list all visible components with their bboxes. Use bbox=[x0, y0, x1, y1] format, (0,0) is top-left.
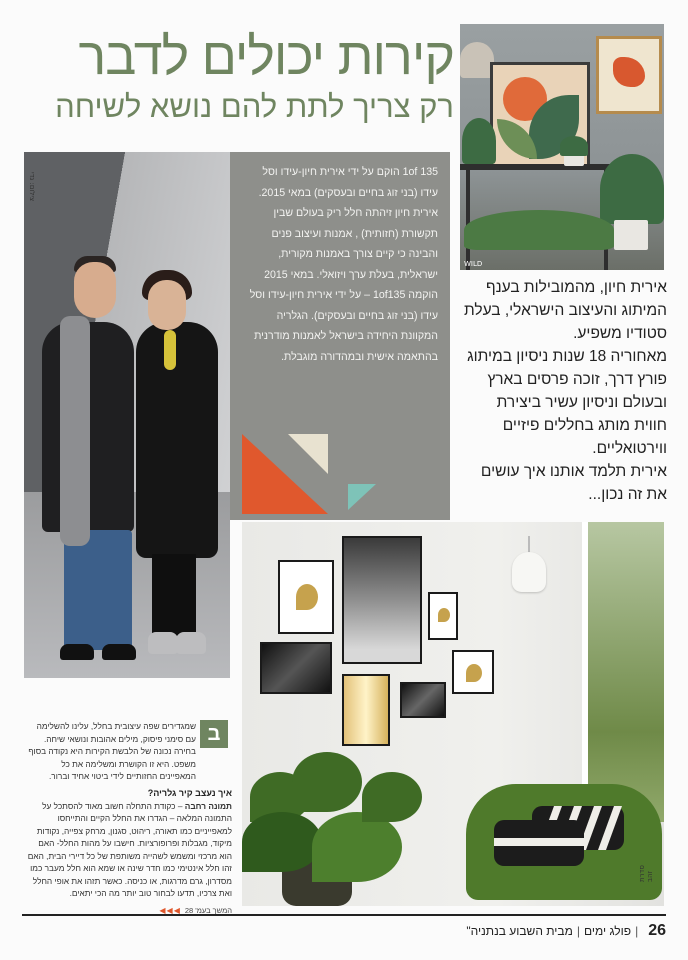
intro-line: אירית חיון, מהמובילות בענף bbox=[485, 279, 667, 296]
intro-line: ובעולם וניסיון עשיר ביצירת bbox=[496, 394, 667, 411]
drop-cap-badge: ב bbox=[200, 720, 228, 748]
plant bbox=[462, 118, 496, 164]
publication-name: מבית השבוע בנתניה" bbox=[466, 924, 573, 938]
page-title: קירות יכולים לדבר bbox=[78, 28, 454, 86]
sidebar-question: איך נעצב קיר גלריה? bbox=[147, 787, 232, 798]
frame-gold-leaf bbox=[278, 560, 334, 634]
page-footer: 26|פולג ימים|מבית השבוע בנתניה" bbox=[466, 922, 666, 939]
photo-credit: WILD bbox=[464, 260, 483, 268]
section-name: פולג ימים bbox=[583, 924, 632, 938]
photo-credit: סדרת זהב bbox=[638, 865, 654, 882]
frame-tree-avenue bbox=[342, 536, 422, 664]
intro-line: אירית תלמד אותנו איך עושים bbox=[480, 463, 667, 480]
framed-artwork-bird bbox=[596, 36, 662, 114]
intro-line: סטודיו משפיע. bbox=[573, 325, 667, 342]
headline bbox=[14, 28, 454, 124]
sidebar-intro-first: שמגדירים שפה עיצובית בחלל, עלינו להשלימה bbox=[36, 721, 196, 731]
intro-line: את זה נכון... bbox=[588, 486, 667, 503]
room-photo-plants bbox=[460, 24, 664, 270]
sidebar-intro: עם סימני פיסוק, מילים אהובות ונושאי שיחה. בחירה נכונה של הלבשת הקירות היא נקודה בסוף משפט. היא זו הקושרת ומשלימה את כל המאפיינים החזותיים לידי ביטוי אחיד וברור. bbox=[28, 733, 196, 781]
window bbox=[582, 522, 664, 822]
footer-rule bbox=[22, 914, 666, 916]
couple-photo bbox=[24, 152, 230, 678]
frame-palm bbox=[400, 682, 446, 718]
intro-line: חווית מותג בחללים פיזיים bbox=[502, 417, 667, 434]
frame-gold-leaf-2 bbox=[452, 650, 494, 694]
continue-arrows-icon: ◀◀◀ bbox=[159, 905, 181, 915]
bio-text: 135 1of הוקם על ידי אירית חיון-עידו וסל עידו (בני זוג בחיים ובעסקים) במאי 2015. אירית חיון זיהתה חלל ריק בעולם שבין תקשורת (חזותית) , אמנות ועיצוב פנים והבינה כי קיים צורך באמנות מקורית, ישראלית, בעלת ערך ויזואלי. במאי 2015 הוקמה 1of135 – על ידי אירית חיון-עידו וסל עידו (בני זוג בחיים ובעסקים). הגלריה המקוונת היחידה בישראל לאמנות מודרנית בהתאמה אישית ובמהדורה מוגבלת. bbox=[249, 166, 438, 363]
pendant-lamp bbox=[460, 42, 494, 78]
page-number: 26 bbox=[648, 922, 666, 939]
intro-text bbox=[455, 276, 667, 506]
sidebar-lead: תמונה רחבה bbox=[184, 800, 232, 811]
pendant-lamp bbox=[512, 552, 546, 592]
intro-line: ווירטואליים. bbox=[592, 440, 667, 457]
decorative-triangles bbox=[240, 432, 380, 516]
sidebar-body bbox=[24, 800, 232, 900]
intro-line: המיתוג והעיצוב הישראלי, בעלת bbox=[463, 302, 667, 319]
photo-credit: צילום: גדי bbox=[28, 172, 36, 202]
sidebar-body-text: – כקודת התחלה חשוב מאוד להסתכל על התמונה המלאה – הגדרו את החלל הקיים והתייחסו למאפייניים כמו תאורה, ריהוט, סגנון, מרחק צפייה, נקודות מיקוד, מגבלות ופרופורציות. חישבו על מהות החלל- האם הוא מרכזי ומשמש לשהייה משותפת של כל דיירי הבית, האם זהו חלל אינטימי כמו חדר שינה או שמא הוא חלל מעבר כמו מסדרון, גרם מדרגות, או כניסה. כאשר תזהו את אופי החלל ואת צרכיו, תדעו לבחור טוב יותר מה הכי יתאים. bbox=[27, 800, 232, 898]
console-table bbox=[460, 164, 612, 170]
frame-dark-leaves bbox=[260, 642, 332, 694]
page-subtitle: רק צריך לתת להם נושא לשיחה bbox=[55, 89, 454, 124]
intro-line: מאחוריה 18 שנות ניסיון במיתוג bbox=[467, 348, 667, 365]
black-pillow bbox=[494, 820, 584, 866]
frame-gold-forest bbox=[342, 674, 390, 746]
triangle-teal bbox=[348, 484, 376, 510]
frame-small-leaf bbox=[428, 592, 458, 640]
continued-text: המשך בעמ' 28 bbox=[184, 905, 232, 915]
sidebar-article bbox=[24, 720, 232, 916]
gallery-wall-photo bbox=[242, 522, 664, 906]
intro-line: פורץ דרך, זוכה פרסים בארץ bbox=[487, 371, 667, 388]
triangle-cream bbox=[288, 434, 328, 474]
